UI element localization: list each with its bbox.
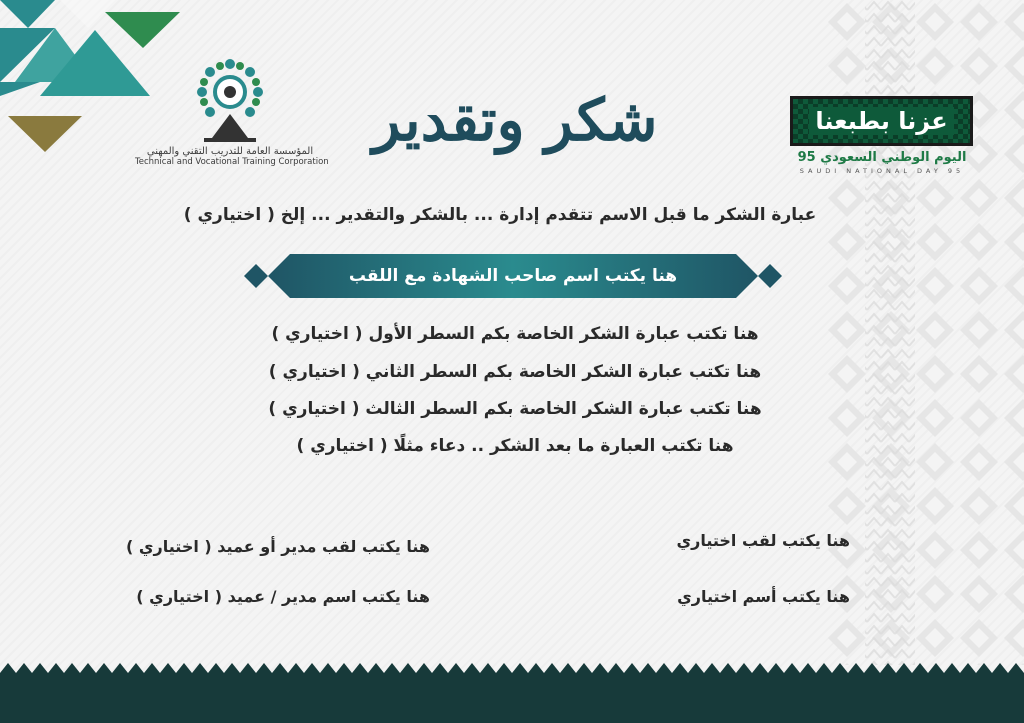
right-signature-title: هنا يكتب لقب اختياري — [676, 531, 850, 550]
thanks-line-1: هنا تكتب عبارة الشكر الخاصة بكم السطر الأول ( اختياري ) — [271, 324, 759, 344]
national-day-line-en: SAUDI NATIONAL DAY 95 — [799, 167, 965, 175]
tvtc-emblem-icon — [190, 52, 270, 144]
national-day-slogan: عزنا بطبعنا — [809, 107, 953, 135]
left-signature-title: هنا يكتب لقب مدير أو عميد ( اختياري ) — [126, 537, 430, 556]
org-name-en: Technical and Vocational Training Corporation — [135, 157, 329, 167]
national-day-slogan-box — [790, 96, 973, 146]
national-day-line-ar: اليوم الوطني السعودي 95 — [797, 150, 967, 165]
intro-text: عبارة الشكر ما قبل الاسم تتقدم إدارة ... بالشكر والتقدير ... إلخ ( اختياري ) — [183, 205, 817, 225]
tvtc-logo — [135, 52, 329, 182]
thanks-line-3: هنا تكتب عبارة الشكر الخاصة بكم السطر الثالث ( اختياري ) — [268, 399, 762, 419]
closing-line: هنا تكتب العبارة ما بعد الشكر .. دعاء مثلًا ( اختياري ) — [296, 436, 734, 456]
national-day-badge — [788, 96, 976, 180]
right-signature-name: هنا يكتب أسم اختياري — [677, 587, 850, 606]
org-name-ar: المؤسسة العامة للتدريب التقني والمهني — [146, 146, 314, 157]
recipient-name: هنا يكتب اسم صاحب الشهادة مع اللقب — [348, 266, 678, 286]
certificate-title: شكر وتقدير — [372, 86, 658, 154]
left-signature-name: هنا يكتب اسم مدير / عميد ( اختياري ) — [136, 587, 430, 606]
footer-band — [0, 663, 1024, 723]
thanks-line-2: هنا تكتب عبارة الشكر الخاصة بكم السطر الثاني ( اختياري ) — [268, 362, 762, 382]
